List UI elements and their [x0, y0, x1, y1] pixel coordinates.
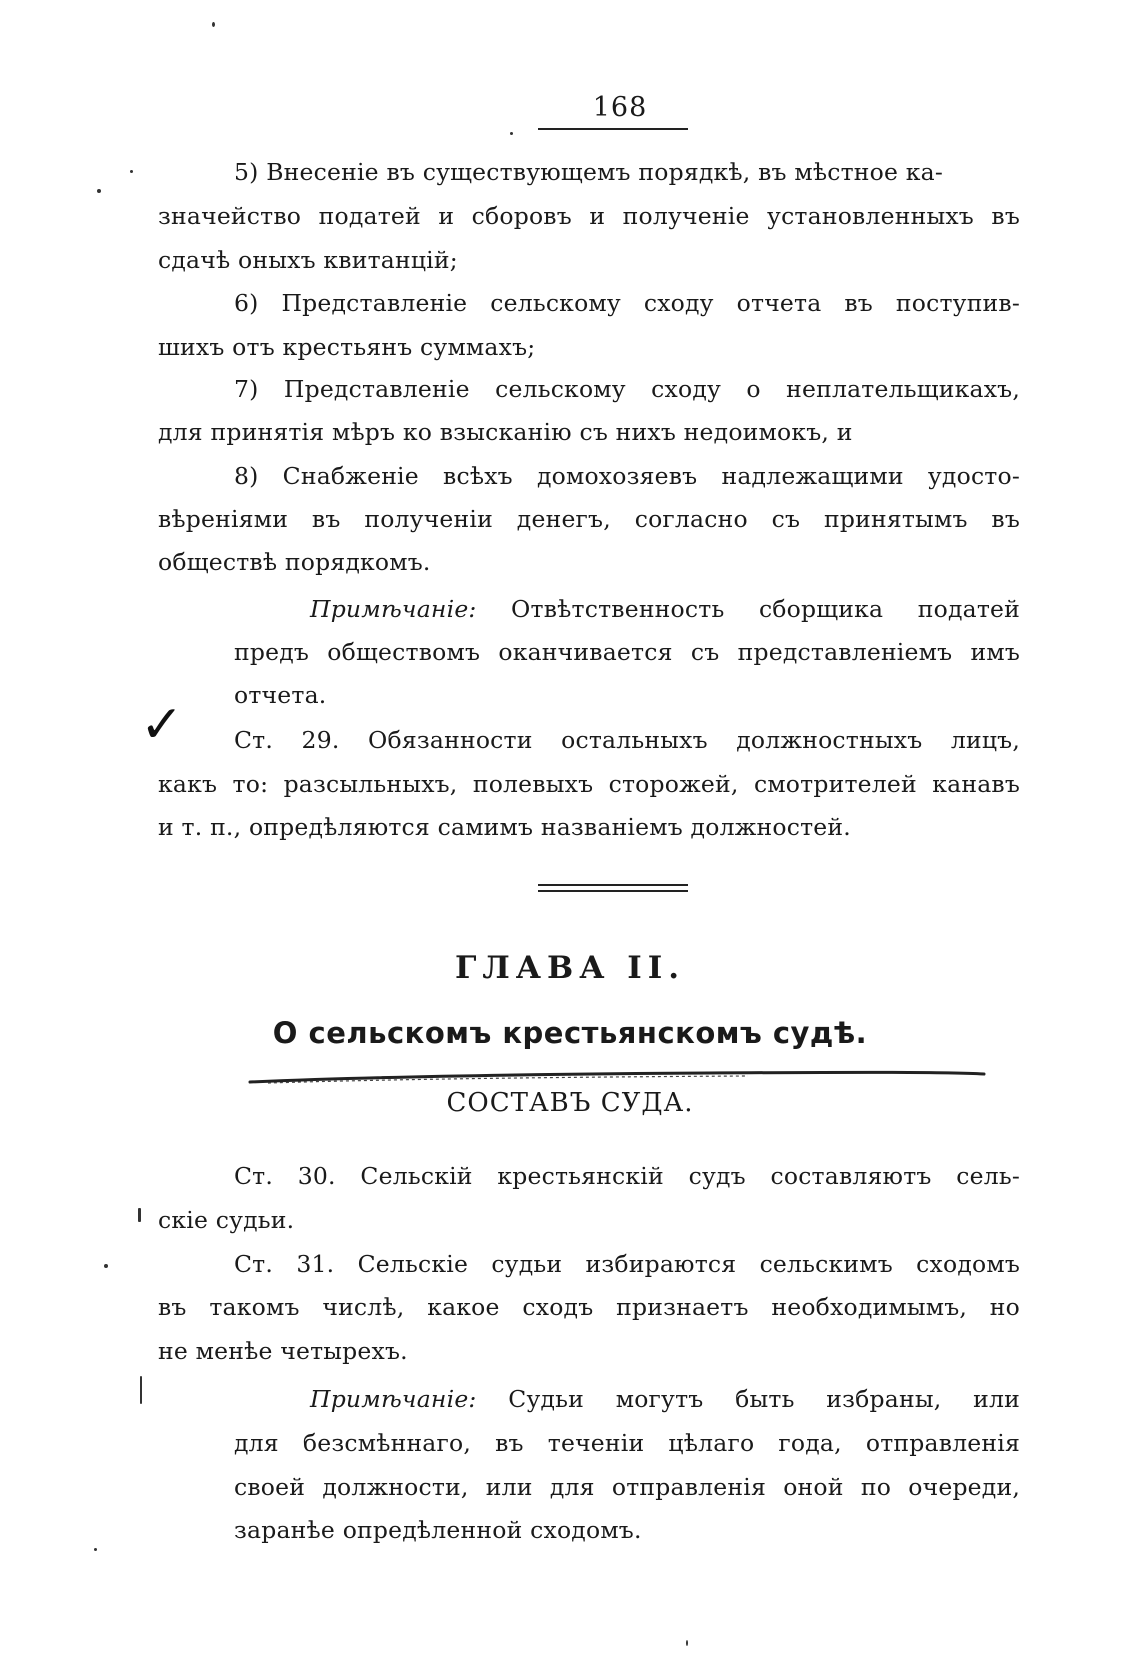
text-line: шихъ отъ крестьянъ суммахъ; [158, 333, 536, 361]
scan-speck [97, 189, 101, 193]
scan-speck [212, 22, 215, 27]
text-line: и т. п., опредѣляются самимъ названiемъ должностей. [158, 813, 851, 841]
scan-speck [104, 1264, 108, 1268]
note-line: для безсмѣннаго, въ теченiи цѣлаго года, отправленiя [234, 1429, 1020, 1457]
text-line: не менѣе четырехъ. [158, 1337, 408, 1365]
text-line: сдачѣ оныхъ квитанцiй; [158, 246, 458, 274]
text-line: 5) Внесенiе въ существующемъ порядкѣ, въ мѣстное ка- [234, 158, 944, 186]
text-line: для принятiя мѣръ ко взысканiю съ нихъ недоимокъ, и [158, 418, 853, 446]
section-divider [538, 884, 688, 886]
note-line [310, 1384, 1020, 1414]
scan-speck [140, 1376, 142, 1404]
note-line: отчета. [234, 681, 327, 709]
text-line: вѣренiями въ полученiи денегъ, согласно съ принятымъ въ [158, 505, 1020, 533]
note-line: своей должности, или для отправленiя оной по очереди, [234, 1473, 1020, 1501]
page-number-rule [538, 128, 688, 130]
text-line: скiе судьи. [158, 1206, 295, 1234]
text-line: 7) Представленiе сельскому сходу о неплательщикахъ, [234, 375, 1020, 403]
scan-speck [94, 1548, 97, 1551]
note-label: Примѣчанiе: [310, 1385, 477, 1413]
note-text: Отвѣтственность сборщика податей [511, 595, 1021, 623]
chapter-title: О сельскомъ крестьянскомъ судѣ. [272, 1016, 868, 1050]
text-line: какъ то: разсыльныхъ, полевыхъ сторожей, смотрителей канавъ [158, 770, 1020, 798]
note-label: Примѣчанiе: [310, 595, 477, 623]
scan-speck [138, 1208, 141, 1222]
section-title: СОСТАВЪ СУДА. [446, 1088, 694, 1118]
text-line: Ст. 29. Обязанности остальныхъ должностныхъ лицъ, [234, 726, 1020, 754]
page-number: 168 [592, 92, 648, 123]
text-line: 8) Снабженiе всѣхъ домохозяевъ надлежащими удосто- [234, 462, 1020, 490]
text-line: въ такомъ числѣ, какое сходъ признаетъ необходимымъ, но [158, 1293, 1020, 1321]
handwritten-underline-icon [248, 1068, 988, 1088]
text-line: обществѣ порядкомъ. [158, 548, 431, 576]
text-line: Ст. 30. Сельскiй крестьянскiй судъ составляютъ сель- [234, 1162, 1020, 1190]
margin-checkmark-icon: ✓ [140, 695, 184, 755]
scan-speck [130, 170, 133, 173]
chapter-heading: ГЛАВА II. [454, 950, 686, 986]
text-line: 6) Представленiе сельскому сходу отчета въ поступив- [234, 289, 1020, 317]
scan-speck [686, 1640, 688, 1646]
scan-speck [510, 132, 513, 135]
text-line: значейство податей и сборовъ и полученiе установленныхъ въ [158, 202, 1020, 230]
section-divider [538, 890, 688, 892]
note-line: предъ обществомъ оканчивается съ представленiемъ имъ [234, 638, 1020, 666]
note-line [310, 594, 1020, 624]
note-text: Судьи могутъ быть избраны, или [508, 1385, 1020, 1413]
note-line: заранѣе опредѣленной сходомъ. [234, 1516, 642, 1544]
text-line: Ст. 31. Сельскiе судьи избираются сельскимъ сходомъ [234, 1250, 1020, 1278]
